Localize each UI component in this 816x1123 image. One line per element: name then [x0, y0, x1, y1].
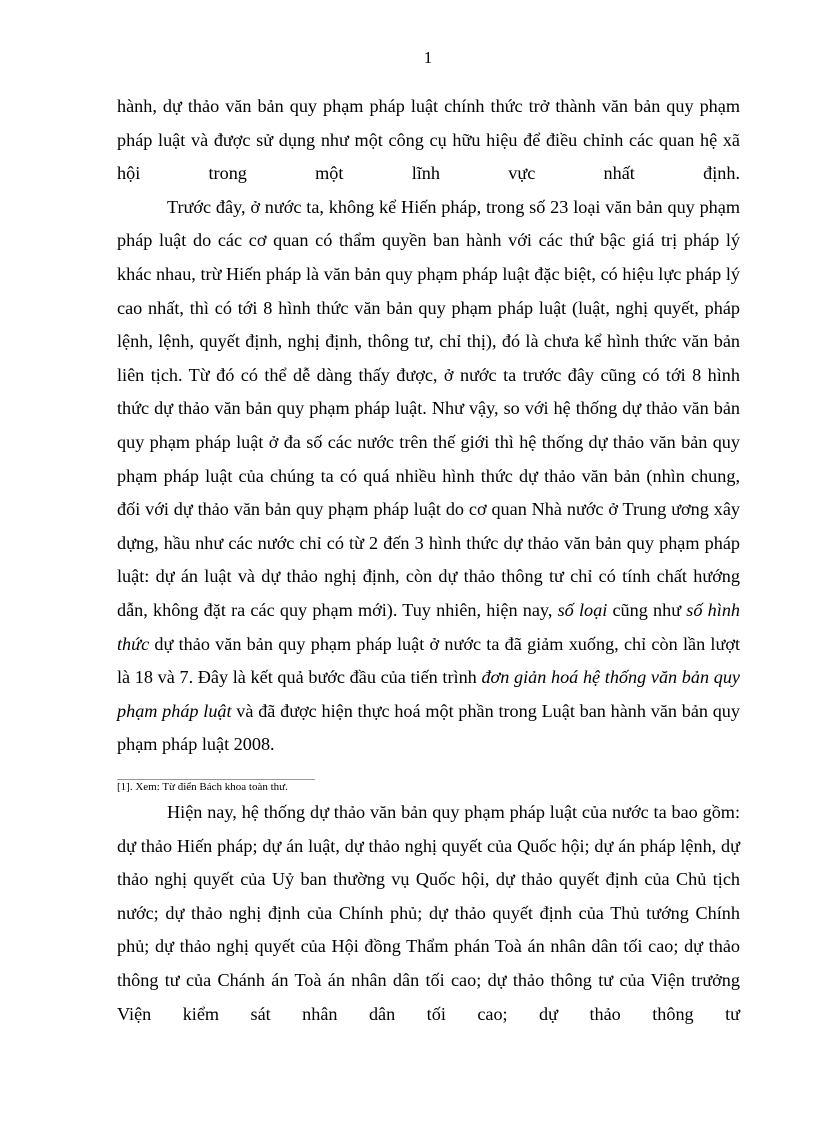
text-segment: dự thảo văn bản quy phạm pháp luật ở nước ta đã giảm xuống, chỉ còn lần lượt là 18 và 7. Đây là kết quả bước đầu của tiến trình: [117, 633, 740, 688]
paragraph: [117, 191, 740, 762]
italic-text: đơn giản hoá hệ thống văn bản quy phạm pháp luật: [117, 667, 740, 721]
footnote: [1]. Xem: Từ điển Bách khoa toàn thư.: [117, 781, 288, 793]
italic-text: số hình thức: [117, 599, 741, 654]
main-text-lower: [117, 796, 740, 1031]
text-segment: và đã được hiện thực hoá một phần trong Luật ban hành văn bản quy phạm pháp luật 2008.: [117, 700, 740, 755]
text-segment: cũng như: [607, 599, 687, 620]
text-segment: Hiện nay, hệ thống dự thảo văn bản quy phạm pháp luật của nước ta bao gồm: dự thảo Hiến pháp; dự án luật, dự thảo nghị quyết của Quốc hội; dự án pháp lệnh, dự thảo nghị quyết của Uỷ ban thường vụ Quốc hội, dự thảo quyết định của Chủ tịch nước; dự thảo nghị định của Chính phủ; dự thảo quyết định của Thủ tướng Chính phủ; dự thảo nghị quyết của Hội đồng Thẩm phán Toà án nhân dân tối cao; dự thảo thông tư của Chánh án Toà án nhân dân tối cao; dự thảo thông tư của Viện trưởng Viện kiểm sát nhân dân tối cao; dự thảo thông tư: [117, 802, 740, 1024]
paragraph: [117, 90, 740, 191]
paragraph: [117, 796, 740, 1031]
text-segment: Trước đây, ở nước ta, không kể Hiến pháp, trong số 23 loại văn bản quy phạm pháp luật do các cơ quan có thẩm quyền ban hành với các thứ bậc giá trị pháp lý khác nhau, trừ Hiến pháp là văn bản quy phạm pháp luật đặc biệt, có hiệu lực pháp lý cao nhất, thì có tới 8 hình thức văn bản quy phạm pháp luật (luật, nghị quyết, pháp lệnh, lệnh, quyết định, nghị định, thông tư, chỉ thị), đó là chưa kể hình thức văn bản liên tịch. Từ đó có thể dễ dàng thấy được, ở nước ta trước đây cũng có tới 8 hình thức dự thảo văn bản quy phạm pháp luật. Như vậy, so với hệ thống dự thảo văn bản quy phạm pháp luật ở đa số các nước trên thế giới thì hệ thống dự thảo văn bản quy phạm pháp luật của chúng ta có quá nhiều hình thức dự thảo văn bản (nhìn chung, đối với dự thảo văn bản quy phạm pháp luật do cơ quan Nhà nước ở Trung ương xây dựng, hầu như các nước chỉ có từ 2 đến 3 hình thức dự thảo văn bản quy phạm pháp luật: dự án luật và dự thảo nghị định, còn dự thảo thông tư chỉ có tính chất hướng dẫn, không đặt ra các quy phạm mới). Tuy nhiên, hiện nay,: [117, 196, 740, 620]
italic-text: số loại: [557, 599, 608, 620]
main-text-upper: [117, 90, 740, 762]
page-number: 1: [423, 48, 433, 67]
text-segment: hành, dự thảo văn bản quy phạm pháp luật chính thức trở thành văn bản quy phạm pháp luật và được sử dụng như một công cụ hữu hiệu để điều chỉnh các quan hệ xã hội trong một lĩnh vực nhất định.: [117, 96, 740, 184]
